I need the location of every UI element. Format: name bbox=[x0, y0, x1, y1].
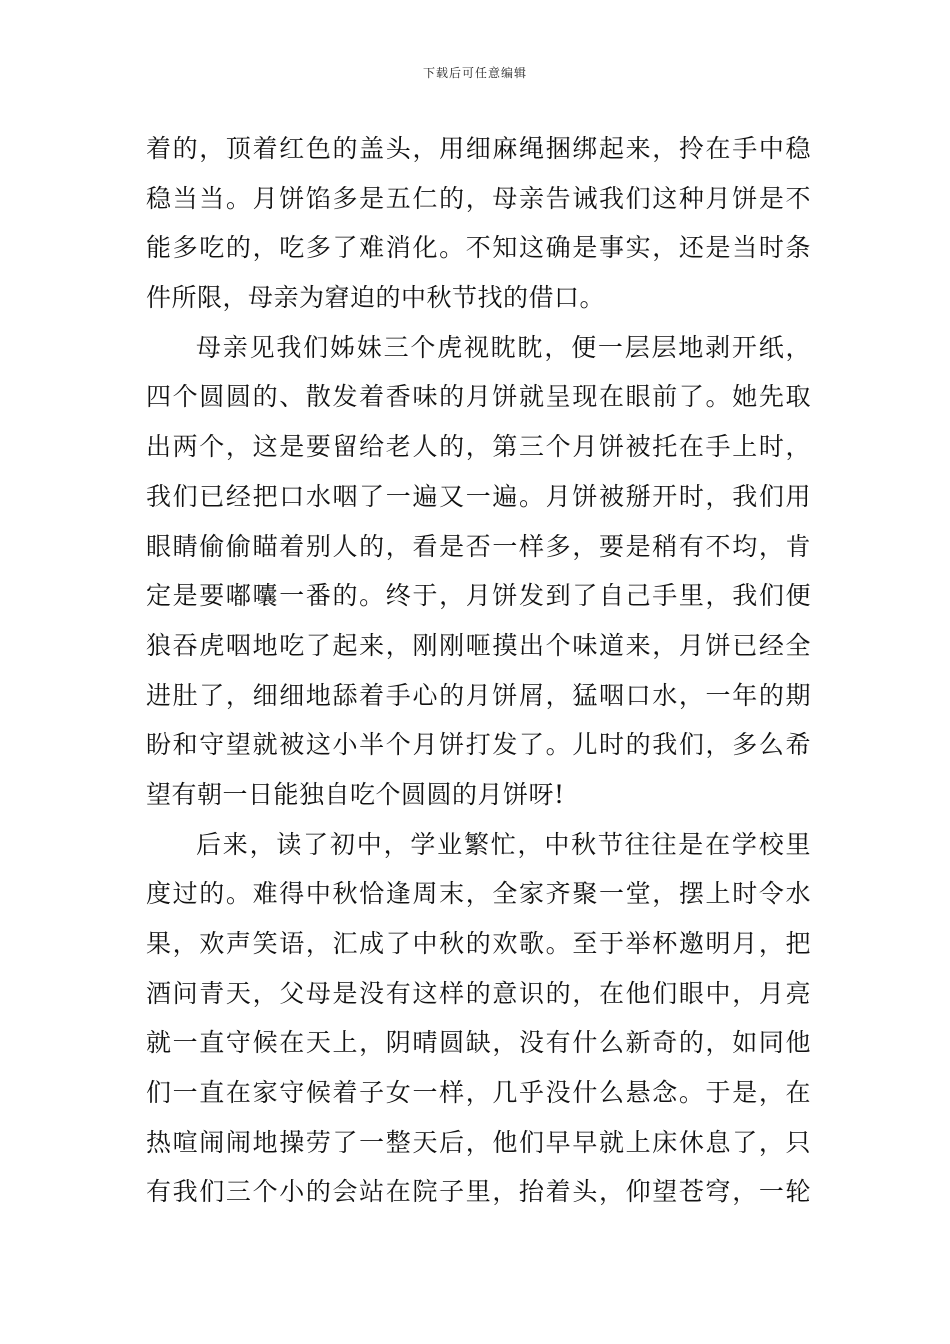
text-line: 果，欢声笑语，汇成了中秋的欢歌。至于举杯邀明月，把 bbox=[146, 929, 811, 958]
page-header: 下载后可任意编辑 bbox=[422, 66, 527, 80]
text-line: 稳当当。月饼馅多是五仁的，母亲告诫我们这种月饼是不 bbox=[146, 183, 811, 213]
text-line: 盼和守望就被这小半个月饼打发了。儿时的我们，多么希 bbox=[146, 730, 811, 760]
text-line: 四个圆圆的、散发着香味的月饼就呈现在眼前了。她先取 bbox=[146, 382, 811, 412]
article-body bbox=[146, 124, 811, 1217]
text-line: 进肚了，细细地舔着手心的月饼屑，猛咽口水，一年的期 bbox=[146, 680, 811, 710]
text-line: 眼睛偷偷瞄着别人的，看是否一样多，要是稍有不均，肯 bbox=[146, 531, 811, 561]
paragraph-3 bbox=[146, 820, 811, 1218]
text-line: 后来，读了初中，学业繁忙，中秋节往往是在学校里 bbox=[196, 829, 811, 859]
text-line: 就一直守候在天上，阴晴圆缺，没有什么新奇的，如同他 bbox=[146, 1028, 811, 1058]
paragraph-2 bbox=[146, 323, 811, 820]
text-line: 狼吞虎咽地吃了起来，刚刚咂摸出个味道来，月饼已经全 bbox=[146, 630, 811, 660]
text-line: 热喧闹闹地操劳了一整天后，他们早早就上床休息了，只 bbox=[146, 1127, 811, 1157]
text-line: 们一直在家守候着子女一样，几乎没什么悬念。于是，在 bbox=[146, 1078, 811, 1108]
text-line: 着的，顶着红色的盖头，用细麻绳捆绑起来，拎在手中稳 bbox=[146, 134, 811, 163]
paragraph-1 bbox=[146, 124, 811, 323]
text-line: 望有朝一日能独自吃个圆圆的月饼呀! bbox=[146, 779, 565, 809]
text-line: 我们已经把口水咽了一遍又一遍。月饼被掰开时，我们用 bbox=[146, 481, 811, 511]
text-line: 母亲见我们姊妹三个虎视眈眈，便一层层地剥开纸， bbox=[196, 332, 811, 362]
text-line: 出两个，这是要留给老人的，第三个月饼被托在手上时， bbox=[146, 432, 811, 462]
text-line: 有我们三个小的会站在院子里，抬着头，仰望苍穹，一轮 bbox=[146, 1177, 811, 1207]
text-line: 件所限，母亲为窘迫的中秋节找的借口。 bbox=[146, 283, 606, 313]
text-line: 能多吃的，吃多了难消化。不知这确是事实，还是当时条 bbox=[146, 233, 811, 263]
text-line: 定是要嘟囔一番的。终于，月饼发到了自己手里，我们便 bbox=[146, 581, 811, 611]
text-line: 酒问青天，父母是没有这样的意识的，在他们眼中，月亮 bbox=[146, 978, 811, 1008]
text-line: 度过的。难得中秋恰逢周末，全家齐聚一堂，摆上时令水 bbox=[146, 879, 811, 909]
